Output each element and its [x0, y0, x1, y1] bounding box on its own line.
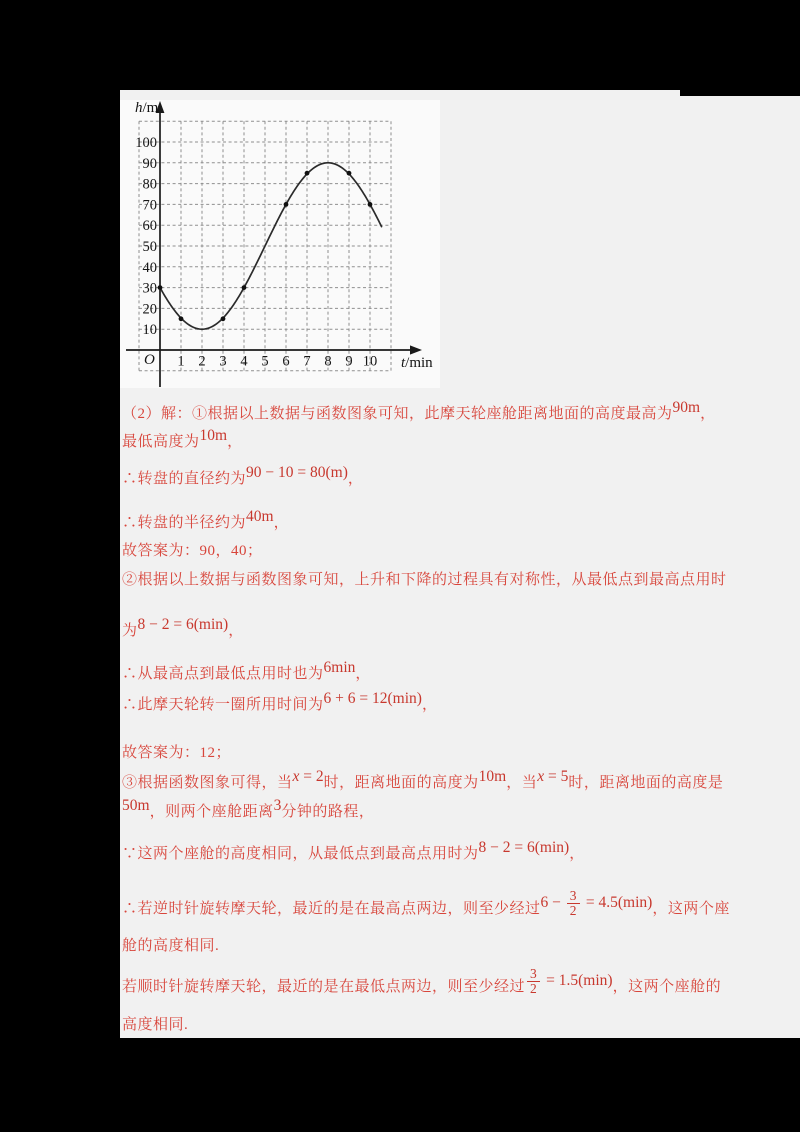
text-run: ， [227, 434, 243, 450]
y-axis-unit: /m [142, 100, 159, 116]
text-run: 若顺时针旋转摩天轮，最近的是在最低点两边，则至少经过 [122, 978, 526, 995]
text-run: ，当 [506, 775, 538, 791]
solution-line [122, 508, 290, 532]
solution-line [122, 966, 722, 1002]
solution-line [122, 543, 263, 560]
solution-line [122, 690, 438, 714]
text-run: 分钟的路程， [281, 804, 375, 820]
math-expression: = 4.5(min) [582, 893, 653, 911]
text-run: ， [700, 406, 716, 422]
solution-line [122, 745, 231, 762]
svg-text:7: 7 [303, 353, 311, 370]
solution-line [122, 659, 371, 683]
text-run: ， [228, 623, 244, 639]
solution-line [122, 616, 244, 640]
svg-text:20: 20 [142, 301, 157, 318]
math-expression: 90 − 10 = 80(m) [246, 464, 348, 481]
math-expression: 6min [323, 659, 356, 676]
svg-text:10: 10 [142, 322, 157, 339]
solution-line [122, 427, 243, 451]
solution-line [122, 768, 724, 792]
svg-text:10: 10 [362, 353, 378, 370]
text-run: 时，距离地面的高度是 [568, 775, 724, 791]
solution-line [122, 1017, 188, 1034]
svg-text:6: 6 [282, 353, 290, 370]
text-run: ，这两个座 [652, 900, 730, 917]
text-run: 最低高度为 [122, 434, 200, 450]
x-axis-variable: t [401, 355, 406, 371]
svg-text:30: 30 [142, 280, 157, 297]
text-run: ③根据函数图象可得，当 [122, 775, 293, 791]
solution-line [122, 839, 585, 863]
svg-text:4: 4 [240, 353, 248, 370]
math-expression: 90m [672, 399, 701, 416]
svg-text:100: 100 [135, 135, 157, 151]
text-run: ②根据以上数据与函数图象可知，上升和下降的过程具有对称性，从最低点到最高点用时 [122, 572, 727, 588]
text-run: ∵这两个座舱的高度相同，从最低点到最高点用时为 [122, 846, 479, 862]
math-expression: 6 + 6 = 12(min) [323, 690, 422, 707]
math-expression: 10m [478, 768, 507, 785]
math-fraction: $\frac{3}{2}$ [567, 889, 580, 918]
math-expression: 3 [273, 797, 282, 814]
text-run: ∴若逆时针旋转摩天轮，最近的是在最高点两边，则至少经过 [122, 900, 541, 917]
math-expression: 6 − [540, 893, 565, 911]
math-expression: 8 − 2 = 6(min) [137, 616, 229, 633]
text-run: ∴转盘的直径约为 [122, 471, 247, 487]
text-run: ， [421, 697, 438, 713]
origin-label: O [144, 352, 155, 368]
math-expression: = 5 [544, 768, 569, 785]
solution-line [122, 797, 375, 821]
solution-line [122, 464, 364, 488]
math-expression: 10m [199, 427, 228, 444]
y-axis-variable: h [135, 100, 143, 116]
svg-text:60: 60 [142, 218, 157, 235]
svg-text:70: 70 [142, 197, 157, 214]
text-run: ， [347, 471, 364, 487]
math-variable: x [292, 768, 300, 785]
svg-text:5: 5 [261, 353, 269, 370]
math-variable: x [537, 768, 545, 785]
math-expression: 8 − 2 = 6(min) [478, 839, 570, 856]
svg-text:40: 40 [142, 259, 157, 276]
solution-line [122, 938, 219, 955]
math-expression: 50m [122, 797, 150, 814]
x-axis-unit: /min [405, 355, 433, 371]
svg-text:9: 9 [345, 353, 353, 370]
svg-text:50: 50 [142, 239, 157, 255]
text-run: ， [355, 666, 371, 682]
svg-text:1: 1 [177, 353, 185, 370]
solution-line [122, 572, 727, 589]
svg-text:2: 2 [198, 353, 206, 370]
svg-text:3: 3 [219, 353, 227, 370]
text-run: ，则两个座舱距离 [149, 804, 274, 820]
text-run: 高度相同. [122, 1017, 189, 1033]
math-expression: = 1.5(min) [542, 971, 613, 989]
math-expression: = 2 [299, 768, 324, 785]
text-run: （2）解：①根据以上数据与函数图象可知，此摩天轮座舱距离地面的高度最高为 [122, 406, 673, 422]
text-run: 舱的高度相同. [122, 938, 220, 954]
text-run: 为 [122, 623, 138, 639]
text-run: ∴此摩天轮转一圈所用时间为 [122, 697, 324, 713]
svg-text:80: 80 [142, 176, 157, 193]
math-fraction: $\frac{3}{2}$ [527, 967, 540, 996]
math-expression: 40m [246, 508, 274, 525]
text-run: ∴转盘的半径约为 [122, 515, 247, 531]
text-run: ，这两个座舱的 [612, 978, 722, 995]
text-run: 故答案为：12； [122, 745, 232, 761]
document-page [120, 90, 800, 1038]
text-run: 故答案为：90，40； [122, 543, 263, 559]
text-run: ， [273, 515, 290, 531]
solution-line [122, 888, 730, 924]
text-run: 时，距离地面的高度为 [323, 775, 479, 791]
text-run: ， [569, 846, 585, 862]
solution-text [120, 90, 800, 1038]
solution-line [122, 399, 716, 423]
text-run: ∴从最高点到最低点用时也为 [122, 666, 324, 682]
svg-text:8: 8 [324, 353, 332, 370]
svg-text:90: 90 [142, 155, 157, 172]
